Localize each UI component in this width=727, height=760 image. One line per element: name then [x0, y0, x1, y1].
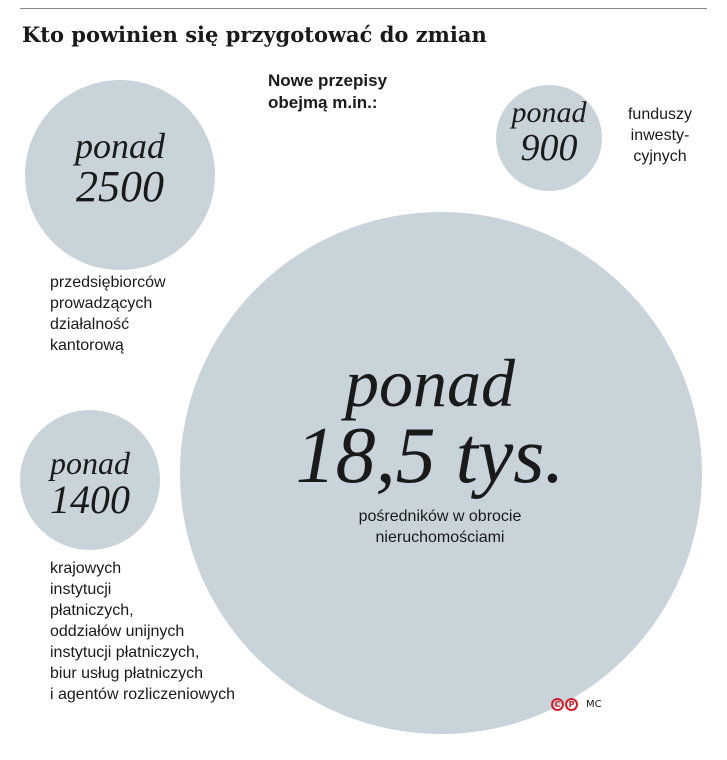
logo-c-glyph: C	[551, 698, 564, 711]
description-line: inwesty-	[630, 127, 690, 144]
top-rule	[20, 8, 707, 9]
description-line: oddziałów unijnych	[50, 623, 185, 640]
credits	[551, 698, 602, 711]
description-line: działalność	[50, 316, 130, 333]
description-line: instytucji	[50, 581, 112, 598]
bubble-value: 900	[520, 127, 578, 169]
bubble-18500-description	[310, 506, 570, 548]
description-line: krajowych	[50, 560, 122, 577]
infographic-title: Kto powinien się przygotować do zmian	[22, 22, 487, 47]
subtitle-line: obejmą m.in.:	[268, 93, 378, 112]
bubble-value: 18,5 tys.	[295, 412, 565, 500]
bubble-900-figure	[496, 98, 602, 168]
description-line: nieruchomościami	[375, 529, 505, 546]
description-line: instytucji płatniczych,	[50, 644, 200, 661]
subtitle-line: Nowe przepisy	[268, 71, 388, 90]
description-line: biur usług płatniczych	[50, 665, 203, 682]
bubble-value: 2500	[76, 162, 164, 211]
bubble-18500-figure	[270, 345, 590, 500]
description-line: płatniczych,	[50, 602, 134, 619]
description-line: i agentów rozliczeniowych	[50, 686, 235, 703]
bubble-2500-description	[50, 272, 166, 356]
bubble-900-description	[610, 104, 710, 167]
bubble-prefix: ponad	[50, 445, 130, 481]
description-line: cyjnych	[633, 148, 687, 165]
publisher-logo-icon	[551, 698, 578, 711]
description-line: prowadzących	[50, 295, 153, 312]
bubble-prefix: ponad	[345, 345, 515, 421]
bubble-prefix: ponad	[75, 126, 165, 166]
logo-p-glyph: P	[565, 698, 578, 711]
bubble-2500-figure	[25, 128, 215, 210]
description-line: pośredników w obrocie	[358, 508, 522, 525]
description-line: kantorową	[50, 337, 124, 354]
bubble-value: 1400	[50, 477, 130, 522]
bubble-1400-figure	[20, 445, 160, 522]
infographic-subtitle	[268, 70, 418, 114]
bubble-prefix: ponad	[511, 96, 587, 129]
description-line: funduszy	[627, 106, 693, 123]
description-line: przedsiębiorców	[50, 274, 166, 291]
author-initials: MC	[586, 699, 602, 710]
bubble-1400-description	[50, 558, 235, 705]
